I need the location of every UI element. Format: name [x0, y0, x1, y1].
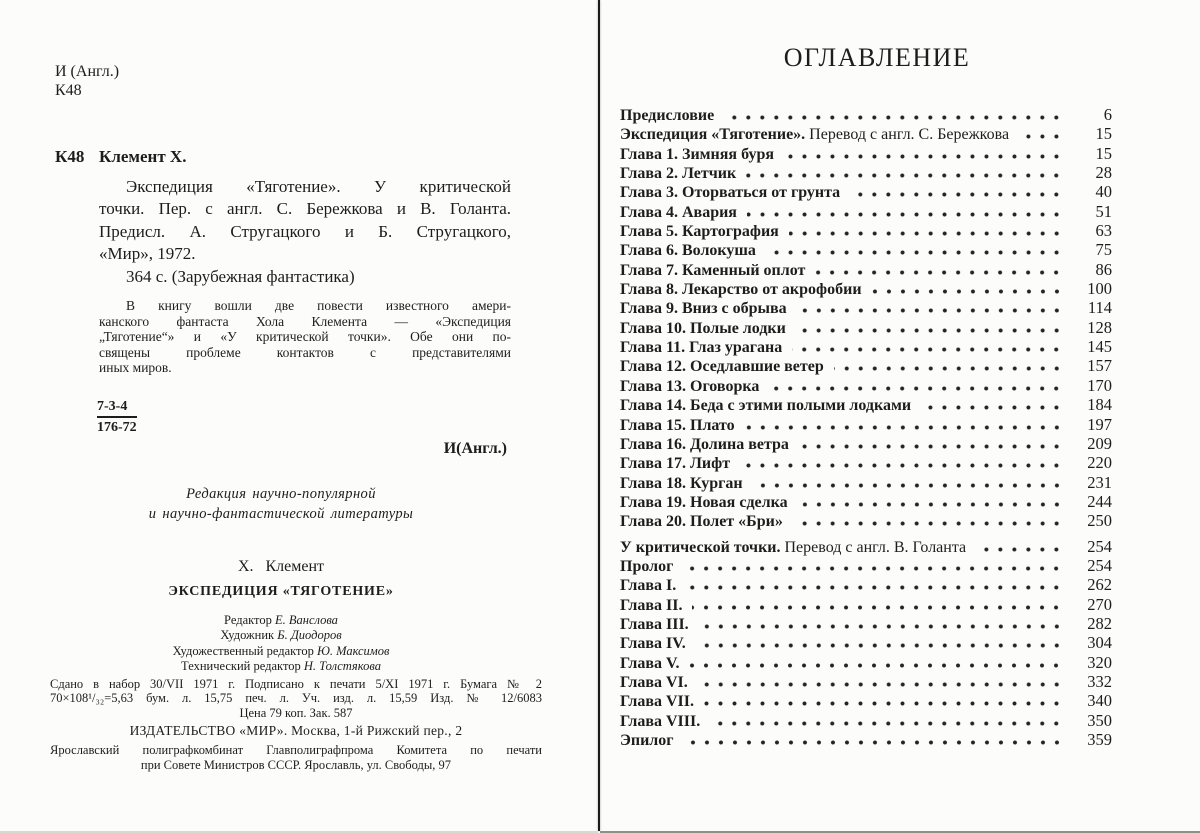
fraction-numerator: 7-3-4 [97, 398, 137, 418]
toc-page-number: 231 [1087, 472, 1112, 492]
toc-page-number: 6 [1103, 105, 1112, 124]
toc-row [620, 356, 1112, 375]
text-line: „Тяготение“» и «У критической точки». Обе они по- [99, 329, 511, 345]
toc-row [620, 182, 1112, 201]
toc-page-number: 100 [1087, 279, 1112, 299]
toc-dot-leader [769, 386, 1068, 391]
toc-entry-title: Глава 11. Глаз урагана [620, 339, 783, 357]
toc-page-number: 15 [1095, 124, 1112, 144]
imprint-line: Цена 79 коп. Зак. 587 [239, 706, 353, 721]
toc-row [620, 537, 1112, 556]
imprint-line: 70×108¹/₃₂=5,63 бум. л. 15,75 печ. л. Уч. изд. л. 15,59 Изд. № 12/6083 [50, 691, 542, 706]
toc-page-number: 15 [1095, 143, 1112, 163]
toc-row [620, 415, 1112, 434]
toc-entry-title: Глава 1. Зимняя буря [620, 145, 775, 163]
toc-dot-leader [793, 521, 1068, 526]
toc-entry-title: Экспедиция «Тяготение». Перевод с англ. С. Бережкова [620, 126, 1010, 144]
toc-entry-title: Предисловие [620, 107, 715, 124]
text-line: Редакция научно-популярной [186, 485, 376, 502]
text-line: Предисл. А. Стругацкого и Б. Стругацкого, [99, 221, 511, 241]
toc-page-number: 332 [1087, 671, 1112, 691]
toc-entry-title: Глава 17. Лифт [620, 455, 731, 473]
toc-dot-leader [745, 425, 1068, 430]
toc-row [620, 279, 1112, 298]
toc-page-number: 197 [1087, 414, 1112, 434]
toc-row [620, 434, 1112, 453]
toc-entry-title: Глава VI. [620, 673, 688, 691]
credit-name: Е. Ванслова [274, 612, 338, 627]
toc-page-number: 282 [1087, 613, 1112, 633]
toc-page-number: 304 [1087, 633, 1112, 653]
credit-name: Ю. Максимов [316, 643, 390, 658]
toc-dot-leader [976, 547, 1068, 552]
catalog-codes [55, 62, 564, 100]
toc-row [620, 730, 1112, 749]
imprint-line: при Совете Министров СССР. Ярославль, ул. Свободы, 97 [140, 757, 452, 772]
toc-page-number: 128 [1087, 317, 1112, 337]
catalog-code-line-2: К48 [55, 82, 82, 99]
toc-entry-title: Глава VII. [620, 693, 694, 711]
entry-code: К48 [55, 147, 85, 166]
toc-page-number: 170 [1087, 375, 1112, 395]
toc-entry-title: Глава 14. Беда с этими полыми лодками [620, 397, 912, 415]
toc-dot-leader [796, 328, 1068, 333]
toc-dot-leader [710, 721, 1068, 726]
toc-entry-title: Глава I. [620, 577, 677, 595]
toc-entry-title: Эпилог [620, 732, 674, 749]
toc-row [620, 691, 1112, 710]
toc-dot-leader [815, 270, 1068, 275]
toc-row [620, 473, 1112, 492]
toc-row [620, 614, 1112, 633]
book-author: Х. Клемент [237, 557, 325, 575]
toc-entry-title: Глава 7. Каменный оплот [620, 261, 806, 279]
toc-heading: ОГЛАВЛЕНИЕ [783, 43, 971, 72]
toc-page-number: 209 [1087, 433, 1112, 453]
entry-description [99, 176, 511, 266]
toc-page-number: 340 [1087, 691, 1112, 711]
toc-dot-leader [692, 605, 1068, 610]
toc-row [620, 298, 1112, 317]
toc-row [620, 633, 1112, 652]
toc-dot-leader [766, 250, 1068, 255]
toc-entry-title: Глава 12. Оседлавшие ветер [620, 358, 824, 376]
toc-entry-title: Глава 6. Волокуша [620, 242, 756, 260]
toc-page-number: 75 [1095, 240, 1112, 260]
category-label: И(Англ.) [443, 439, 507, 457]
toc-page-number: 254 [1087, 536, 1112, 556]
toc-page-number: 51 [1095, 201, 1112, 221]
fraction-denominator: 176-72 [97, 419, 137, 435]
toc-page-number: 145 [1087, 337, 1112, 357]
toc-row [620, 124, 1112, 143]
toc-dot-leader [921, 405, 1068, 410]
toc-dot-leader [724, 115, 1068, 120]
toc-entry-title: Глава 9. Вниз с обрыва [620, 300, 787, 318]
toc-page-number: 262 [1087, 575, 1112, 595]
toc-dot-leader [834, 366, 1068, 371]
toc-entry-subtitle: Перевод с англ. В. Голанта [780, 538, 967, 556]
toc-entry-subtitle: Перевод с англ. С. Бережкова [805, 126, 1010, 144]
toc-page-number: 220 [1087, 453, 1112, 473]
text-line: точки. Пер. с англ. С. Бережкова и В. Голанта. [99, 199, 511, 219]
toc-dot-leader [740, 463, 1068, 468]
toc-row [620, 337, 1112, 356]
text-line: канского фантаста Хола Клемента — «Экспедиция [99, 313, 511, 329]
toc-dot-leader [784, 154, 1068, 159]
toc-entry-title: Глава 19. Новая сделка [620, 493, 788, 511]
toc-entry-title: Глава 2. Летчик [620, 165, 737, 183]
toc-dot-leader [683, 566, 1068, 571]
toc-row [620, 556, 1112, 575]
toc-row [620, 511, 1112, 530]
toc-row [620, 105, 1112, 124]
catalog-index-fraction [97, 398, 137, 436]
entry-pages-line: 364 с. (Зарубежная фантастика) [126, 266, 355, 286]
toc-row [620, 221, 1112, 240]
toc-row [620, 395, 1112, 414]
toc-page-number: 63 [1095, 221, 1112, 241]
text-line: В книгу вошли две повести известного амери- [126, 298, 511, 314]
toc-dot-leader [746, 173, 1068, 178]
toc-row [620, 163, 1112, 182]
annotation [99, 298, 511, 376]
toc-entry-title: Глава 16. Долина ветра [620, 435, 789, 453]
imprint-line: Ярославский полиграфкомбинат Главполиграфпрома Комитета по печати [50, 742, 542, 757]
toc-entry-title: Глава 4. Авария [620, 203, 737, 221]
toc-dot-leader [699, 624, 1068, 629]
toc-dot-leader [797, 308, 1068, 313]
toc-entry-title: Глава 10. Полые лодки [620, 319, 786, 337]
credit-name: Н. Толстякова [303, 659, 381, 674]
credit-line: Редактор Е. Ванслова [224, 612, 338, 627]
toc-entry-title: Глава 15. Плато [620, 416, 735, 434]
toc-row [620, 260, 1112, 279]
catalog-entry-header [55, 146, 564, 168]
toc-page-number: 184 [1087, 395, 1112, 415]
text-line: и научно-фантастической литературы [148, 505, 414, 522]
toc-entry-title: Глава 20. Полет «Бри» [620, 513, 783, 531]
toc-row [620, 672, 1112, 691]
toc-page-number: 359 [1087, 730, 1112, 749]
toc-page-number: 350 [1087, 710, 1112, 730]
imprint-block [50, 677, 542, 773]
text-line: священы проблеме контактов с представителями [99, 344, 511, 360]
toc-row [620, 653, 1112, 672]
toc-entry-title: Глава III. [620, 615, 689, 633]
toc-page-number: 320 [1087, 652, 1112, 672]
toc-dot-leader [686, 585, 1068, 590]
toc-entry-title: Пролог [620, 557, 674, 575]
toc-row [620, 376, 1112, 395]
index-fraction-wrap [97, 398, 564, 436]
toc-dot-leader [799, 444, 1068, 449]
toc-list [620, 105, 1112, 749]
toc-page-number: 250 [1087, 511, 1112, 531]
toc-dot-leader [689, 663, 1068, 668]
toc-entry-title: Глава 5. Картография [620, 223, 779, 241]
toc-entry-title: Глава 18. Курган [620, 474, 743, 492]
toc-row [620, 492, 1112, 511]
imprint-line: Сдано в набор 30/VII 1971 г. Подписано к печати 5/XI 1971 г. Бумага № 2 [50, 676, 542, 691]
right-page [600, 0, 1200, 833]
toc-dot-leader [798, 502, 1068, 507]
toc-entry-title: Глава 3. Оторваться от грунта [620, 184, 841, 202]
toc-entry-title: Глава 13. Оговорка [620, 377, 760, 395]
credits-list [55, 613, 507, 675]
imprint-line: ИЗДАТЕЛЬСТВО «МИР». Москва, 1-й Рижский пер., 2 [129, 722, 463, 738]
toc-page-number: 28 [1095, 163, 1112, 183]
toc-dot-leader [789, 231, 1068, 236]
toc-entry-title: Глава IV. [620, 635, 686, 653]
toc-row [620, 711, 1112, 730]
toc-dot-leader [696, 643, 1068, 648]
toc-row [620, 453, 1112, 472]
toc-dot-leader [792, 347, 1068, 352]
toc-row [620, 144, 1112, 163]
editorial-lines [55, 484, 507, 524]
toc-page-number: 114 [1087, 298, 1112, 318]
toc-page-number: 270 [1087, 594, 1112, 614]
toc-row [620, 240, 1112, 259]
credit-line: Технический редактор Н. Толстякова [181, 659, 381, 674]
toc-entry-title: Глава V. [620, 654, 680, 672]
toc-entry-title: Глава 8. Лекарство от акрофобии [620, 281, 862, 299]
credit-line: Художественный редактор Ю. Максимов [172, 643, 390, 658]
toc-dot-leader [704, 701, 1068, 706]
toc-dot-leader [698, 682, 1068, 687]
toc-dot-leader [753, 483, 1068, 488]
text-line: Экспедиция «Тяготение». У критической [126, 177, 511, 196]
toc-dot-leader [872, 289, 1068, 294]
toc-page-number: 157 [1087, 356, 1112, 376]
toc-row [620, 575, 1112, 594]
toc-row [620, 202, 1112, 221]
credit-line: Художник Б. Диодоров [220, 628, 342, 643]
text-line: иных миров. [99, 360, 172, 376]
toc-entry-title: Глава VIII. [620, 712, 701, 730]
entry-author: Клемент Х. [99, 147, 187, 166]
catalog-code-line-1: И (Англ.) [55, 63, 120, 80]
toc-page-number: 40 [1095, 182, 1112, 202]
toc-page-number: 254 [1087, 555, 1112, 575]
toc-dot-leader [684, 740, 1068, 745]
credit-name: Б. Диодоров [277, 628, 342, 643]
toc-dot-leader [1019, 134, 1068, 139]
left-page [0, 0, 598, 833]
toc-row [620, 318, 1112, 337]
book-title: ЭКСПЕДИЦИЯ «ТЯГОТЕНИЕ» [168, 583, 394, 599]
toc-entry-title: Глава II. [620, 596, 683, 614]
toc-row [620, 595, 1112, 614]
toc-dot-leader [747, 212, 1068, 217]
toc-page-number: 244 [1087, 491, 1112, 511]
toc-dot-leader [850, 192, 1068, 197]
toc-page-number: 86 [1095, 259, 1112, 279]
toc-entry-title: У критической точки. Перевод с англ. В. Голанта [620, 538, 967, 556]
text-line: «Мир», 1972. [99, 244, 196, 264]
